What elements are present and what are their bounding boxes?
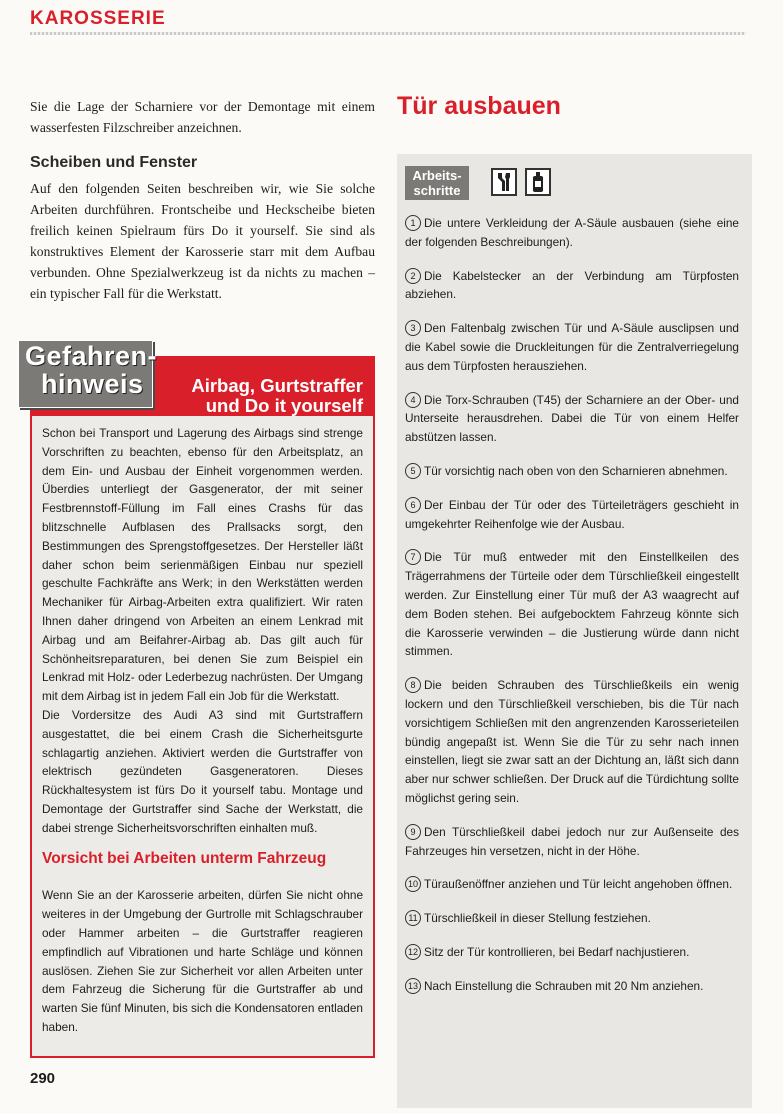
step-text: Die Kabelstecker an der Verbindung am Türpfosten abziehen. — [405, 268, 739, 302]
step-number: 5 — [405, 463, 421, 479]
step-number: 10 — [405, 876, 421, 892]
scheiben-text: Auf den folgenden Seiten beschreiben wir, wie Sie solche Arbeiten durchführen. Frontscheibe und Heckscheibe bieten freilich keinen Spielraum fürs Do it yourself. Sie sind als konstruktives Element der Karosserie starr mit dem Aufbau verbunden. Ohne Spezialwerkzeug ist da nichts zu machen – ein typischer Fall für die Werkstatt. — [30, 181, 375, 301]
wrench-tools-icon — [491, 168, 517, 196]
steps-list — [405, 214, 739, 1011]
step-13 — [405, 977, 739, 996]
step-number: 4 — [405, 392, 421, 408]
step-text: Die untere Verkleidung der A-Säule ausbauen (siehe eine der folgenden Beschreibungen). — [405, 216, 739, 249]
step-number: 3 — [405, 320, 421, 336]
step-text: Nach Einstellung die Schrauben mit 20 Nm anziehen. — [424, 978, 704, 993]
step-3 — [405, 319, 739, 375]
step-text: Türschließkeil in dieser Stellung festziehen. — [424, 911, 651, 926]
hazard-paragraph-airbag: Schon bei Transport und Lagerung des Airbags sind strenge Vorschriften zu beachten, ebenso für den Arbeitsplatz, an dem Ein- und Ausbau der Einheit vorgenommen werden. Überdies unterliegt der Gasgenerator, der mit seiner Festbrennstoff-Füllung im Fall eines Crashs für das blitzschnelle Aufblasen des Prallsacks sorgt, den Bestimmungen des Sprengstoffgesetzes. Der Hersteller läßt daher schon beim serienmäßigen Einbau nur speziell geschulte Fachkräfte ans Werk; in den Werkstätten werden Mechaniker für Airbag-Arbeiten extra qualifiziert. Wir raten Ihnen daher dringend von Arbeiten an einem Lenkrad mit Airbag und am Beifahrer-Airbag ab. Das gilt auch für Schönheitsreparaturen, bei denen Sie zum Beispiel ein Lenkrad mit Holz- oder Lederbezug nachrüsten. Der Umgang mit dem Airbag ist in jedem Fall ein Job für die Werkstatt. — [42, 426, 363, 704]
tuer-title: Tür ausbauen — [397, 92, 561, 120]
step-number: 7 — [405, 549, 421, 565]
step-11 — [405, 909, 739, 928]
hazard-box — [18, 340, 375, 1058]
step-2 — [405, 267, 739, 305]
step-text: Sitz der Tür kontrollieren, bei Bedarf nachjustieren. — [424, 944, 690, 959]
step-text: Die Tür muß entweder mit den Einstellkeilen des Trägerrahmens der Türteile oder dem Türschließkeil eingestellt werden. Zur Einstellung einer Tür muß der A3 waagrecht auf dem Boden stehen. Bei aufgebocktem Fahrzeug könnte sich die Karosserie verwinden – die Justierung würde dann nicht stimmen. — [405, 550, 739, 659]
step-text: Türaußenöffner anziehen und Tür leicht angehoben öffnen. — [424, 877, 733, 892]
hazard-title-line1: Airbag, Gurtstraffer — [191, 375, 363, 396]
hazard-badge-line2: hinweis — [41, 369, 144, 399]
step-10 — [405, 875, 739, 894]
step-7 — [405, 548, 739, 661]
section-title: KAROSSERIE — [30, 8, 166, 29]
hazard-badge — [18, 340, 158, 408]
hazard-title — [191, 376, 363, 416]
step-number: 9 — [405, 824, 421, 840]
step-4 — [405, 391, 739, 447]
step-text: Den Türschließkeil dabei jedoch nur zur Außenseite des Fahrzeuges hin versetzen, nicht in der Höhe. — [405, 824, 739, 858]
step-number: 1 — [405, 215, 421, 231]
hazard-body — [42, 424, 363, 1037]
step-number: 8 — [405, 677, 421, 693]
steps-box — [397, 154, 752, 1108]
step-1 — [405, 214, 739, 252]
step-9 — [405, 823, 739, 861]
step-number: 2 — [405, 268, 421, 284]
bottle-icon — [525, 168, 551, 196]
page-number: 290 — [30, 1070, 56, 1087]
page-header — [30, 8, 746, 30]
step-8 — [405, 676, 739, 808]
intro-text: Sie die Lage der Scharniere vor der Demontage mit einem wasserfesten Filzschreiber anzeichnen. — [30, 99, 375, 135]
step-6 — [405, 496, 739, 534]
hazard-subtitle: Vorsicht bei Arbeiten unterm Fahrzeug — [42, 849, 327, 867]
left-column — [30, 96, 375, 304]
step-text: Der Einbau der Tür oder des Türteileträgers geschieht in umgekehrter Reihenfolge wie der Ausbau. — [405, 497, 739, 531]
step-number: 12 — [405, 944, 421, 960]
step-text: Die beiden Schrauben des Türschließkeils ein wenig lockern und den Türschließkeil verschieben, bis die Tür nach vorsichtigem Schließen mit den angrenzenden Karosserieteilen bündig angepaßt ist. Wenn Sie die Tür zu sehr nach innen einstellen, liegt sie zwar satt an der Dichtung an, läßt sich dann aber nur schwer schließen. Der Druck auf die Türdichtung sollte möglichst gering sein. — [405, 678, 739, 805]
step-5 — [405, 462, 739, 481]
header-rule — [30, 32, 746, 35]
arbeitsschritte-label: Arbeits-schritte — [405, 166, 469, 200]
step-text: Die Torx-Schrauben (T45) der Scharniere an der Ober- und Unterseite herausdrehen. Dabei die Tür von einem Helfer abstützen lassen. — [405, 392, 739, 445]
step-text: Tür vorsichtig nach oben von den Scharnieren abnehmen. — [424, 463, 728, 478]
hazard-title-line2: und Do it yourself — [205, 395, 363, 416]
step-text: Den Faltenbalg zwischen Tür und A-Säule ausclipsen und die Kabel sowie die Druckleitungen für die Zentralverriegelung aus dem Türpfosten herausziehen. — [405, 321, 739, 373]
hazard-paragraph-gurtstraffer: Die Vordersitze des Audi A3 sind mit Gurtstraffern ausgestattet, die bei einem Crash die Sicherheitsgurte schlagartig anziehen. Aktiviert werden die Gurtstraffer von elektrisch gezündeten Gasgeneratoren. Dieses Rückhaltesystem ist fürs Do it yourself tabu. Montage und Demontage der Gurtstraffer sind Sache der Werkstatt, die dabei strenge Sicherheitsvorschriften einhalten muß. — [42, 707, 363, 835]
scheiben-title: Scheiben und Fenster — [30, 154, 198, 171]
hazard-paragraph-vorsicht: Wenn Sie an der Karosserie arbeiten, dürfen Sie nicht ohne weiteres in der Umgebung der Gurtrolle mit Schlagschrauber oder Hammer arbeiten – die Gurtstraffer reagieren empfindlich auf Vibrationen und harte Schläge und können auslösen. Ziehen Sie zur Sicherheit vor allen Arbeiten unter dem Fahrzeug die Sicherung für die Gurtstraffer ab und warten Sie fünf Minuten, bis sich die Kondensatoren entladen haben. — [42, 888, 363, 1034]
step-number: 13 — [405, 978, 421, 994]
step-number: 6 — [405, 497, 421, 513]
right-column — [397, 92, 752, 993]
step-12 — [405, 943, 739, 962]
step-number: 11 — [405, 910, 421, 926]
hazard-badge-line1: Gefahren- — [25, 341, 158, 371]
